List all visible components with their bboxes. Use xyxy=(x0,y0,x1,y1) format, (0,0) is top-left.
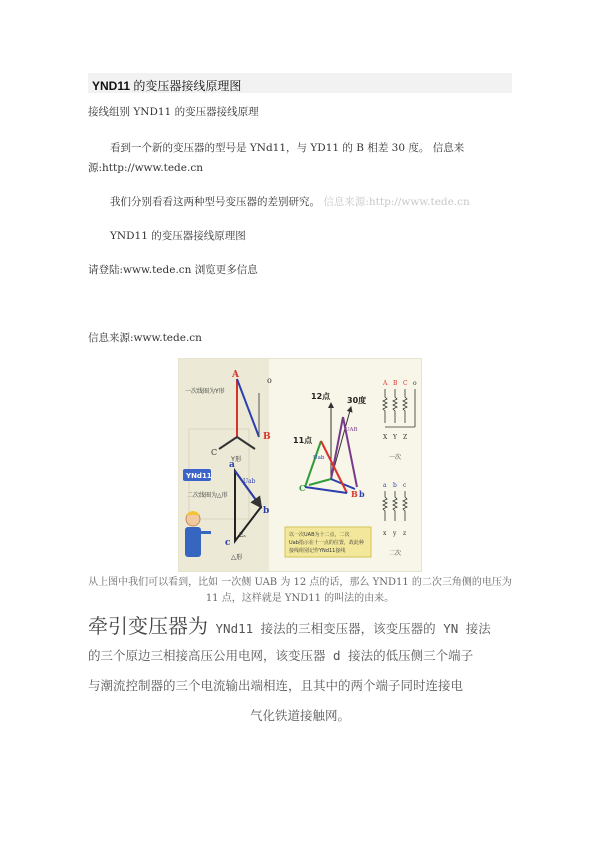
subtitle: 接线组别 YND11 的变压器接线原理 xyxy=(88,106,259,118)
big-line4: 气化铁道接触网。 xyxy=(249,708,350,723)
label-phase-b: b xyxy=(263,506,270,516)
coil-c-lower: c xyxy=(403,482,407,489)
primary-winding-label: 一次 xyxy=(389,454,402,461)
phasor-c-line xyxy=(309,479,331,485)
coil-Y: Y xyxy=(393,434,397,441)
note-line3: 接线组别记作YNd11接线 xyxy=(289,548,346,554)
para4: 请登陆:www.tede.cn 浏览更多信息 xyxy=(88,264,258,276)
coil-x-lower: x xyxy=(383,530,387,537)
coil-B: B xyxy=(393,380,398,387)
label-uab-phasor: UAB xyxy=(345,427,358,433)
coil-X: X xyxy=(383,434,388,441)
label-phase-c: c xyxy=(225,538,231,548)
coil-z-lower: z xyxy=(403,530,407,537)
para2-faint-source: 信息来源:http://www.tede.cn xyxy=(323,196,470,208)
y-shape-label: Y形 xyxy=(231,455,242,463)
label-ea: Eₐ xyxy=(239,532,246,539)
secondary-winding-label: 二次 xyxy=(389,550,402,557)
big-lead: 牵引变压器为 xyxy=(88,614,208,638)
caption-line1: 从上图中我们可以看到，比如 一次侧 UAB 为 12 点的话，那么 YND11 的二次三角侧的电压为 xyxy=(88,577,512,588)
coil-Z: Z xyxy=(403,434,408,441)
label-phasor-c: C xyxy=(299,483,306,493)
big-line2: 的三个原边三相接高压公用电网，该变压器 d 接法的低压侧三个端子 xyxy=(88,648,474,663)
delta-c-line xyxy=(305,441,321,487)
label-phase-C: C xyxy=(211,448,218,457)
label-neutral-o: o xyxy=(267,376,272,385)
clock-11-label: 11点 xyxy=(293,436,313,445)
ynd11-badge-text: YNd11 xyxy=(186,472,212,480)
coil-b-winding-icon xyxy=(393,389,397,423)
clock-12-label: 12点 xyxy=(311,392,331,401)
label-uab-delta: Uab xyxy=(243,478,256,485)
label-phase-a: a xyxy=(229,460,235,470)
label-phasor-B: B xyxy=(351,489,358,499)
para1-line1: 看到一个新的变压器的型号是 YNd11，与 YD11 的 B 相差 30 度。 信息来 xyxy=(110,142,465,154)
coil-a2-winding-icon xyxy=(383,491,387,521)
page-title: YND11 的变压器接线原理图 xyxy=(92,79,242,93)
para2: 我们分别看看这两种型号变压器的差别研究。 信息来源:http://www.tede.cn xyxy=(110,196,470,208)
note-line2: Uab指示在十一点的位置，故此种 xyxy=(289,540,364,546)
wiring-diagram-figure xyxy=(178,358,422,572)
para1-line2: 源:http://www.tede.cn xyxy=(88,162,203,174)
big-line3: 与潮流控制器的三个电流输出端相连，且其中的两个端子同时连接电 xyxy=(88,678,464,693)
para3: YND11 的变压器接线原理图 xyxy=(110,230,246,242)
caption-line2: 11 点，这样就是 YND11 的叫法的由来。 xyxy=(205,593,395,604)
worker-arm-icon xyxy=(201,531,211,534)
label-phase-A: A xyxy=(232,370,239,380)
delta-cb-line xyxy=(305,487,347,493)
source-line: 信息来源:www.tede.cn xyxy=(88,332,202,344)
label-phase-B: B xyxy=(263,432,271,442)
coil-y-lower: y xyxy=(393,530,397,537)
coil-o: o xyxy=(413,380,417,387)
secondary-delta-label: 二次线圈为△形 xyxy=(187,492,228,499)
figure-caption xyxy=(88,575,512,607)
delta-shape-label: △形 xyxy=(231,553,243,561)
worker-body-icon xyxy=(185,527,201,557)
coil-A: A xyxy=(383,380,388,387)
big-line1 xyxy=(88,610,512,639)
big-line1-text: YNd11 接法的三相变压器，该变压器的 YN 接法 xyxy=(208,621,491,636)
coil-b-lower: b xyxy=(393,482,397,489)
delta-ab-line xyxy=(321,441,347,493)
coil-a-lower: a xyxy=(383,482,387,489)
coil-b2-winding-icon xyxy=(393,491,397,521)
label-uab-lower-phasor: Uab xyxy=(313,455,325,461)
coil-c2-winding-icon xyxy=(403,491,407,521)
phasor-a-line xyxy=(331,417,343,479)
coil-C: C xyxy=(403,380,408,387)
label-phasor-b: b xyxy=(359,489,365,499)
note-line1: 以一次UAB为十二点，二次 xyxy=(289,532,350,538)
deg30-label: 30度 xyxy=(347,396,367,405)
coil-a-winding-icon xyxy=(383,389,387,423)
wiring-diagram xyxy=(179,359,421,571)
coil-c-winding-icon xyxy=(403,389,407,423)
primary-y-label: 一次线圈为Y形 xyxy=(185,388,225,395)
